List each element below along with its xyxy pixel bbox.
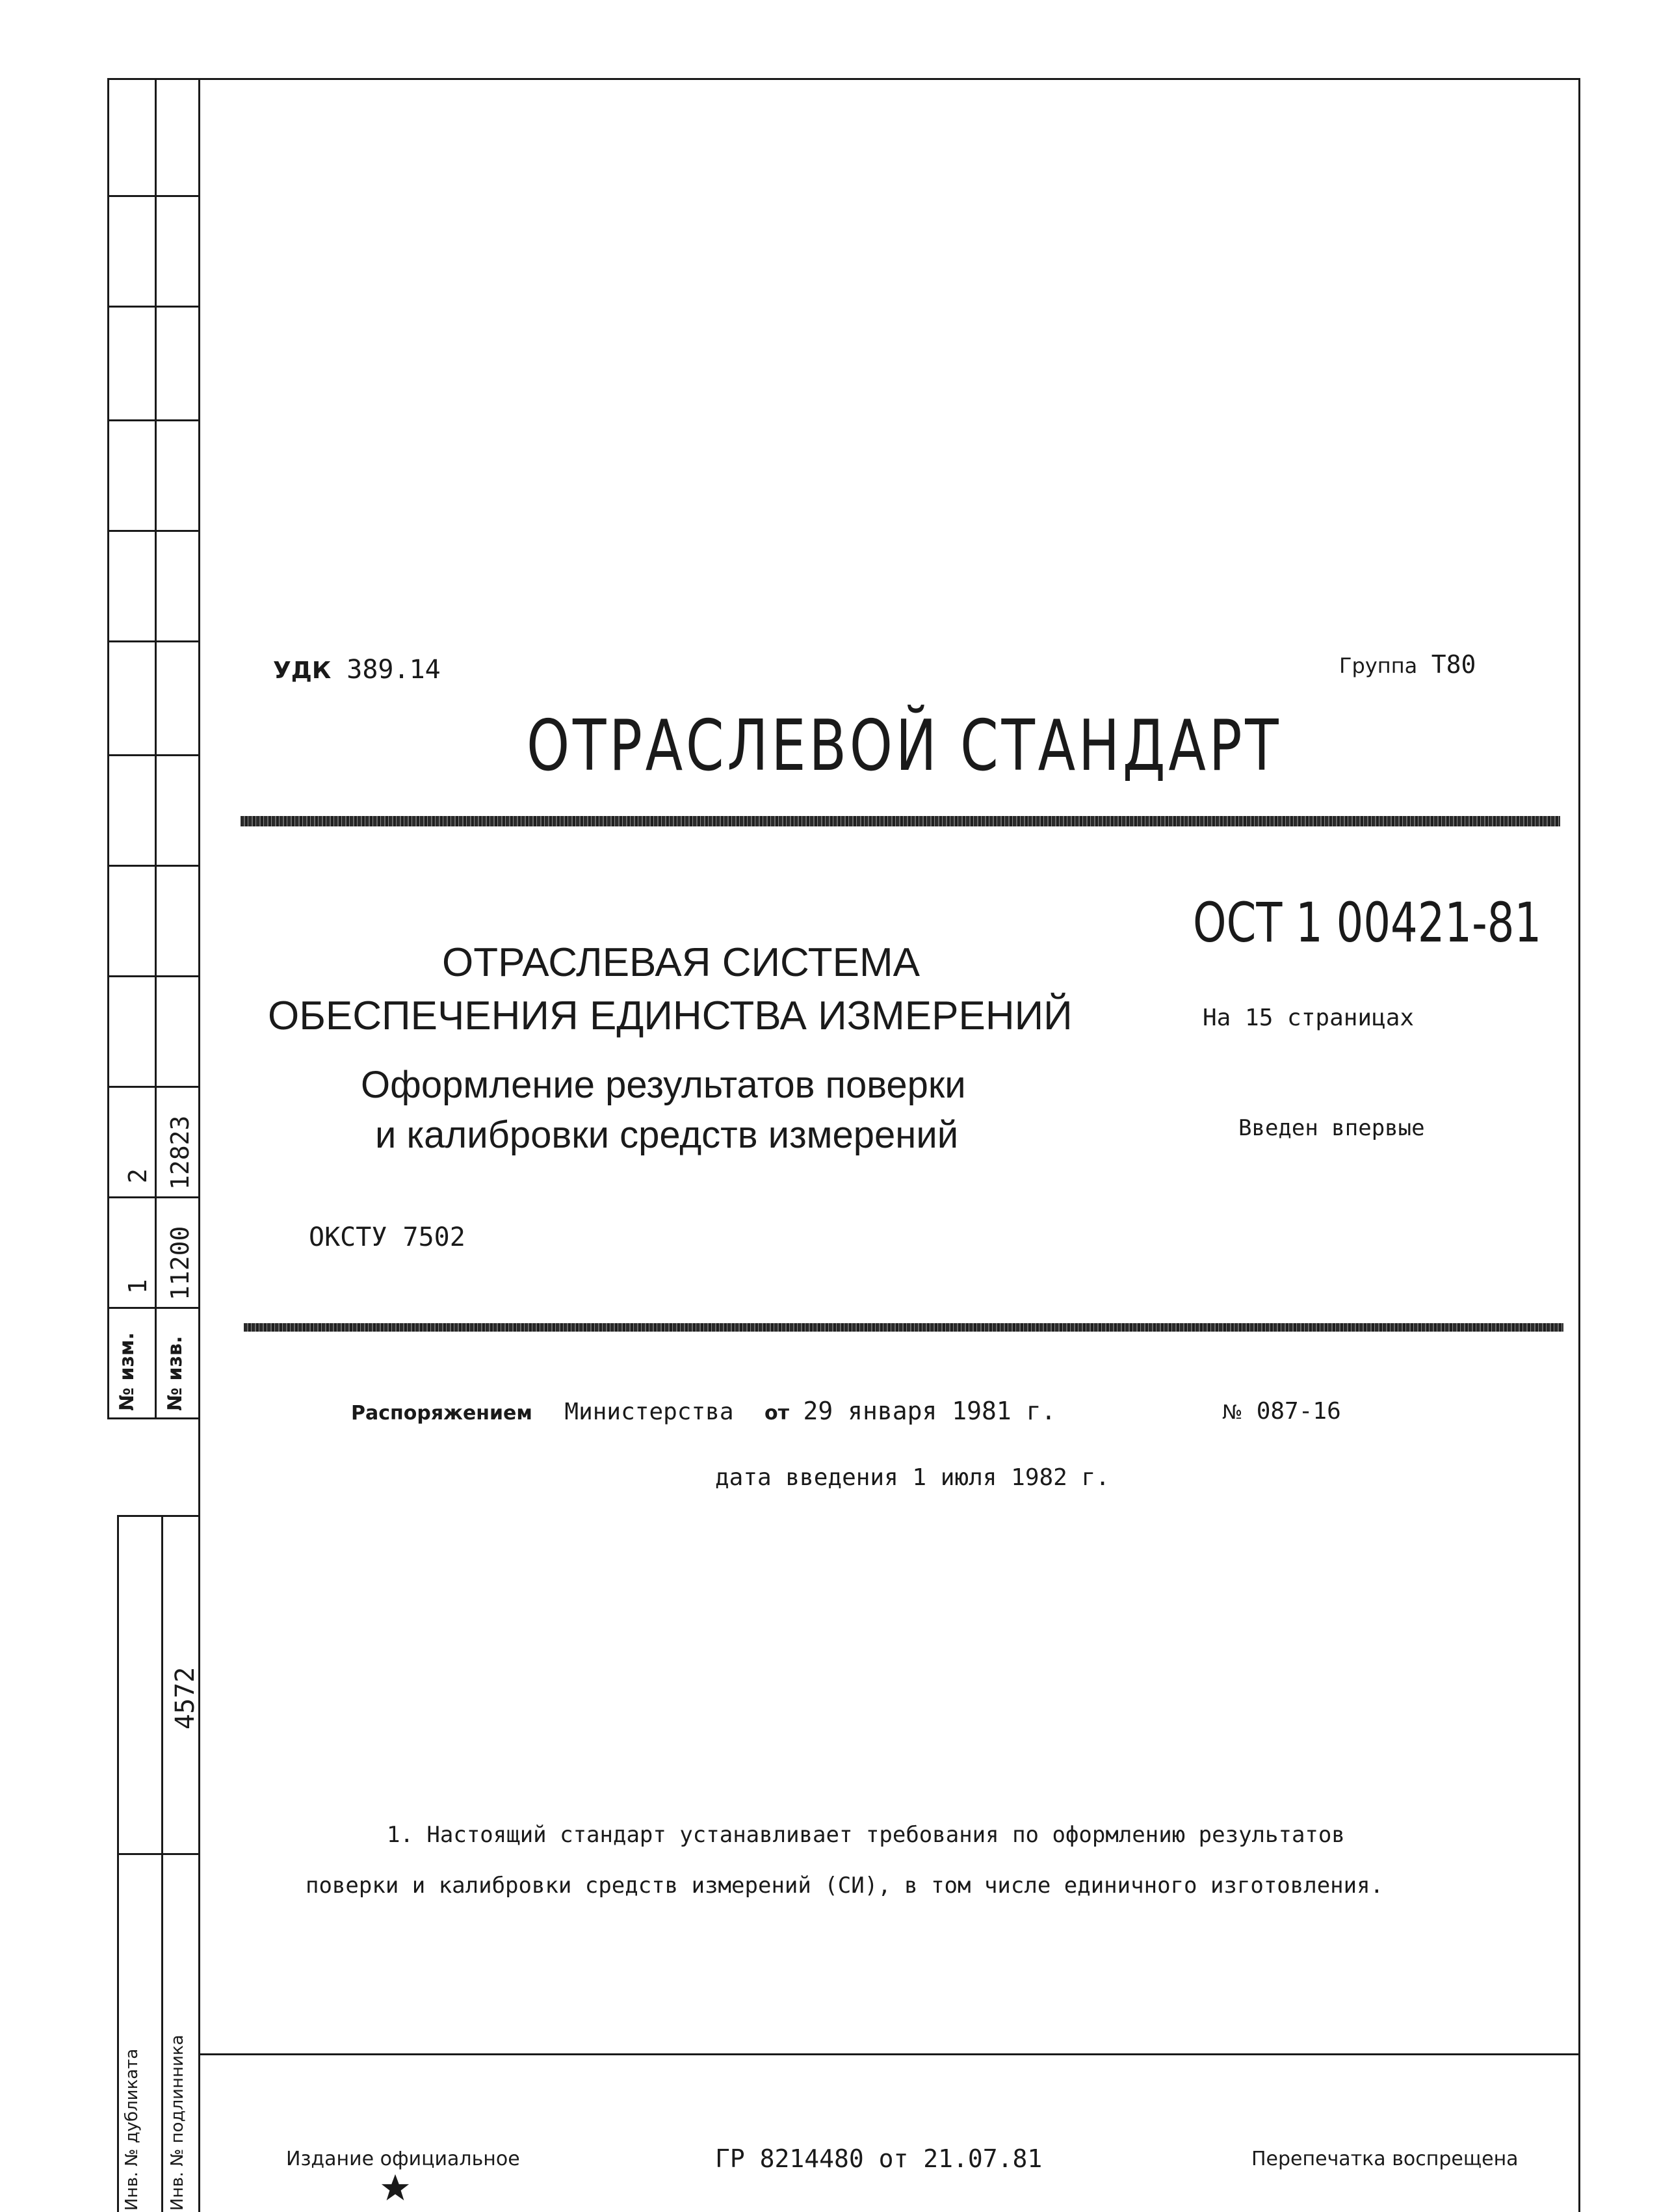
- inv-original-value: 4572: [170, 1666, 200, 1730]
- frame-left-border: [198, 78, 200, 2212]
- system-title-line1: ОТРАСЛЕВАЯ СИСТЕМА: [442, 940, 920, 985]
- page-count: На 15 страницах: [1203, 1005, 1415, 1031]
- introduction-note: Введен впервые: [1238, 1115, 1425, 1141]
- order-issuer: Министерства: [564, 1399, 734, 1425]
- order-label: Распоряжением: [351, 1402, 532, 1425]
- change-1-value: 1: [124, 1279, 152, 1294]
- change-number-label: № изм.: [116, 1332, 138, 1411]
- approval-line: [351, 1397, 1056, 1426]
- margin-row-line: [107, 419, 200, 421]
- udk: [273, 654, 441, 685]
- inv-original-label: Инв. № подлинника: [168, 2034, 187, 2211]
- system-title-line2: ОБЕСПЕЧЕНИЯ ЕДИНСТВА ИЗМЕРЕНИЙ: [268, 994, 1073, 1038]
- star-icon: [380, 2173, 410, 2203]
- margin-row-line: [107, 306, 200, 308]
- margin-row-line: [107, 1086, 200, 1088]
- reprint-prohibited: Перепечатка воспрещена: [1251, 2148, 1519, 2170]
- order-number: [1222, 1397, 1341, 1425]
- margin-row-line: [117, 1515, 200, 1517]
- subject-title-line2: и калибровки средств измерений: [375, 1114, 959, 1156]
- margin-col-line: [161, 1515, 163, 2212]
- udk-label: УДК: [273, 657, 332, 684]
- frame-right-border: [1578, 78, 1580, 2212]
- designation-thick-rule: [244, 1323, 1563, 1332]
- margin-col-line: [107, 78, 109, 1417]
- order-number-label: №: [1222, 1401, 1243, 1424]
- margin-row-line: [107, 1307, 200, 1309]
- margin-row-line: [117, 1853, 200, 1855]
- margin-row-line: [107, 195, 200, 197]
- registration-number: ГР 8214480 от 21.07.81: [715, 2144, 1043, 2173]
- footer-divider: [198, 2053, 1580, 2055]
- inv-duplicate-label: Инв. № дубликата: [122, 2048, 142, 2211]
- order-date: 29 января 1981 г.: [803, 1397, 1056, 1425]
- udk-number: 389.14: [346, 655, 441, 685]
- scope-paragraph-line2: поверки и калибровки средств измерений (СИ), в том числе единичного изготовления.: [306, 1873, 1384, 1899]
- effective-date: дата введения 1 июля 1982 г.: [715, 1464, 1110, 1491]
- margin-row-line: [107, 640, 200, 642]
- notice-number-label: № изв.: [164, 1336, 187, 1411]
- notice-1-value: 11200: [166, 1226, 194, 1300]
- standard-type-title: ОТРАСЛЕВОЙ СТАНДАРТ: [527, 705, 1282, 787]
- margin-row-line: [107, 530, 200, 532]
- margin-col-line: [155, 78, 157, 1417]
- order-from-label: от: [764, 1402, 789, 1425]
- standard-number: ОСТ 1 00421-81: [1193, 891, 1542, 955]
- subject-title-line1: Оформление результатов поверки: [361, 1064, 966, 1106]
- change-2-value: 2: [124, 1168, 152, 1183]
- margin-row-line: [107, 754, 200, 756]
- frame-top-border: [107, 78, 1580, 80]
- margin-row-line: [107, 1196, 200, 1198]
- scope-paragraph-line1: 1. Настоящий стандарт устанавливает требования по оформлению результатов: [387, 1822, 1345, 1848]
- group-label: Группа: [1339, 653, 1418, 678]
- notice-2-value: 12823: [166, 1115, 194, 1190]
- margin-row-line: [107, 1417, 200, 1419]
- margin-row-line: [107, 975, 200, 977]
- group-value: Т80: [1431, 650, 1476, 679]
- group: [1339, 650, 1476, 679]
- okstu-code: ОКСТУ 7502: [309, 1222, 465, 1252]
- margin-row-line: [107, 865, 200, 867]
- order-number-value: 087-16: [1256, 1398, 1341, 1425]
- margin-col-line: [117, 1515, 119, 2212]
- header-thick-rule: [241, 816, 1560, 826]
- official-edition: Издание официальное: [286, 2148, 520, 2170]
